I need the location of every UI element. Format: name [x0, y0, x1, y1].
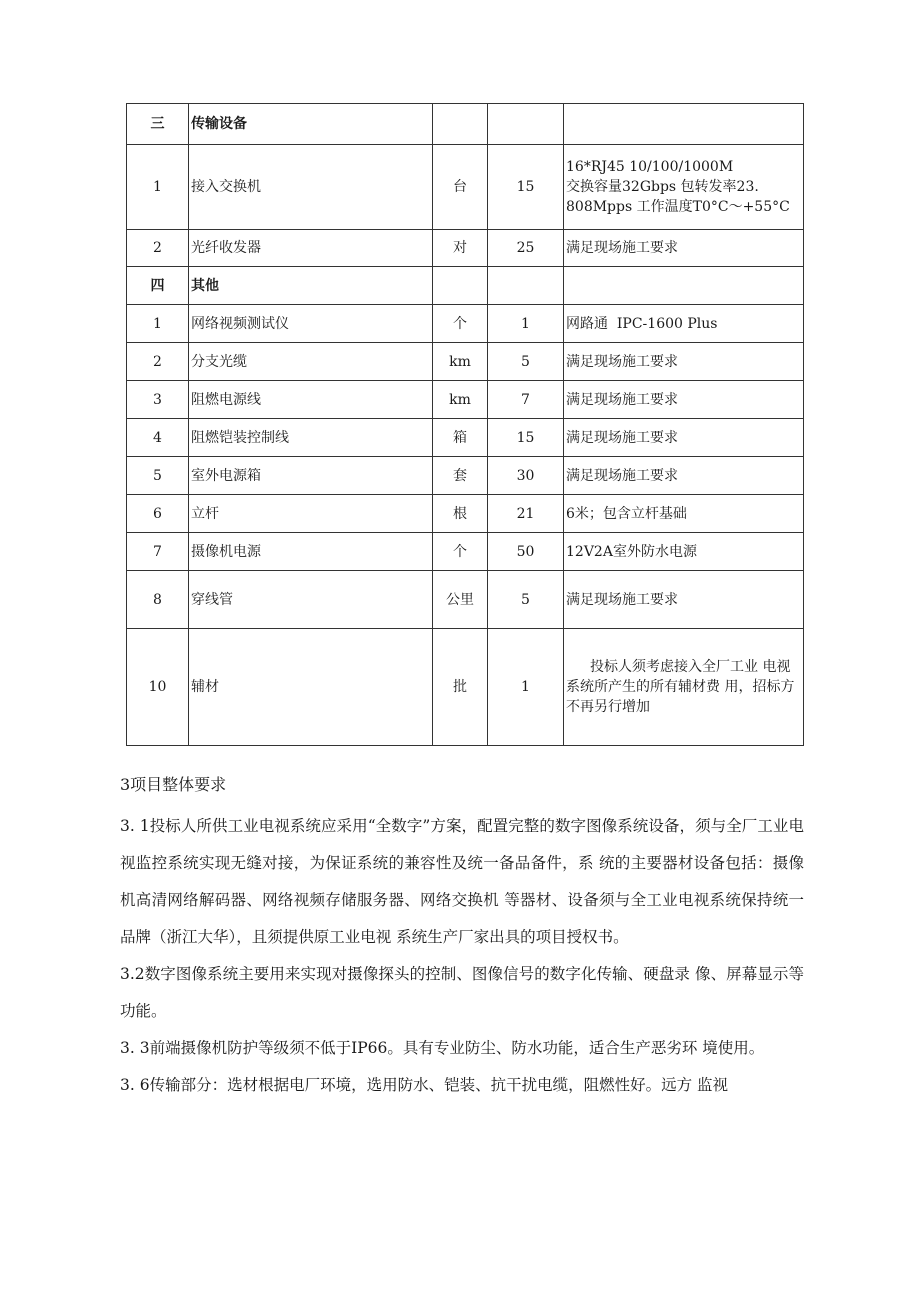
item-spec: [564, 145, 804, 230]
item-unit: 个: [433, 305, 488, 343]
item-spec: 12V2A室外防水电源: [564, 533, 804, 571]
item-name: 其他: [189, 267, 433, 305]
table-row: [127, 267, 804, 305]
item-unit: 根: [433, 495, 488, 533]
item-quantity: 1: [488, 305, 564, 343]
spec-line: 808Mpps 工作温度T0°C～+55°C: [566, 199, 790, 215]
item-quantity: 30: [488, 457, 564, 495]
row-number: 1: [127, 305, 189, 343]
item-quantity: 5: [488, 571, 564, 629]
item-spec: 满足现场施工要求: [564, 419, 804, 457]
item-name: 网络视频测试仪: [189, 305, 433, 343]
item-quantity: 15: [488, 419, 564, 457]
item-quantity: [488, 267, 564, 305]
row-number: 8: [127, 571, 189, 629]
item-unit: 批: [433, 629, 488, 746]
row-number: 1: [127, 145, 189, 230]
item-name: 辅材: [189, 629, 433, 746]
item-name: 阻燃电源线: [189, 381, 433, 419]
row-number: 三: [127, 104, 189, 145]
paragraph: 3.2数字图像系统主要用来实现对摄像探头的控制、图像信号的数字化传输、硬盘录 像、屏幕显示等功能。: [120, 965, 804, 1020]
item-quantity: 50: [488, 533, 564, 571]
row-number: 5: [127, 457, 189, 495]
item-unit: 套: [433, 457, 488, 495]
paragraph: 3. 1投标人所供工业电视系统应采用“全数字”方案，配置完整的数字图像系统设备，须与全厂工业电视监控系统实现无缝对接，为保证系统的兼容性及统一备品备件，系 统的主要器材设备包括：摄像机高清网络解码器、网络视频存储服务器、网络交换机 等器材、设备须与全工业电视系统保持统一品牌（浙江大华），且须提供原工业电视 系统生产厂家出具的项目授权书。: [120, 817, 804, 946]
paragraph: 3. 3前端摄像机防护等级须不低于IP66。具有专业防尘、防水功能，适合生产恶劣环 境使用。: [120, 1039, 765, 1057]
item-unit: 箱: [433, 419, 488, 457]
table-row: [127, 495, 804, 533]
table-row: [127, 145, 804, 230]
item-spec: 满足现场施工要求: [564, 343, 804, 381]
item-name: 光纤收发器: [189, 230, 433, 267]
item-quantity: 1: [488, 629, 564, 746]
table-row: [127, 343, 804, 381]
item-quantity: 5: [488, 343, 564, 381]
table-row: [127, 571, 804, 629]
item-spec: 满足现场施工要求: [564, 457, 804, 495]
table-row: [127, 457, 804, 495]
table-row: [127, 381, 804, 419]
row-number: 4: [127, 419, 189, 457]
spec-line: 16*RJ45 10/100/1000M: [566, 159, 734, 175]
item-spec: [564, 104, 804, 145]
row-number: 6: [127, 495, 189, 533]
item-name: 穿线管: [189, 571, 433, 629]
item-quantity: 15: [488, 145, 564, 230]
item-unit: [433, 104, 488, 145]
table-row: [127, 419, 804, 457]
requirements-body: [120, 808, 804, 1104]
row-number: 四: [127, 267, 189, 305]
section-heading: 3项目整体要求: [120, 775, 227, 794]
item-name: 阻燃铠装控制线: [189, 419, 433, 457]
item-unit: 公里: [433, 571, 488, 629]
item-spec: 6米；包含立杆基础: [564, 495, 804, 533]
row-number: 2: [127, 343, 189, 381]
item-quantity: 21: [488, 495, 564, 533]
item-unit: 个: [433, 533, 488, 571]
item-name: 室外电源箱: [189, 457, 433, 495]
row-number: 2: [127, 230, 189, 267]
table-row: [127, 533, 804, 571]
item-unit: km: [433, 381, 488, 419]
spec-line: 交换容量32Gbps 包转发率23.: [566, 179, 759, 195]
item-name: 分支光缆: [189, 343, 433, 381]
equipment-table: [126, 103, 804, 746]
item-name: 接入交换机: [189, 145, 433, 230]
item-spec: 满足现场施工要求: [564, 381, 804, 419]
item-spec: 满足现场施工要求: [564, 571, 804, 629]
item-unit: km: [433, 343, 488, 381]
row-number: 10: [127, 629, 189, 746]
paragraph: 3. 6传输部分：选材根据电厂环境，选用防水、铠装、抗干扰电缆，阻燃性好。远方 监视: [120, 1076, 729, 1094]
item-name: 立杆: [189, 495, 433, 533]
item-unit: 对: [433, 230, 488, 267]
table-row: [127, 629, 804, 746]
item-unit: [433, 267, 488, 305]
table-row: [127, 104, 804, 145]
item-spec: [564, 267, 804, 305]
spec-text: 投标人须考虑接入全厂工业 电视系统所产生的所有辅材费 用，招标方不再另行增加: [566, 659, 795, 715]
item-quantity: [488, 104, 564, 145]
item-name: 传输设备: [189, 104, 433, 145]
table-row: [127, 230, 804, 267]
item-spec: 网路通 IPC-1600 Plus: [564, 305, 804, 343]
row-number: 7: [127, 533, 189, 571]
row-number: 3: [127, 381, 189, 419]
item-spec: [564, 629, 804, 746]
item-spec: 满足现场施工要求: [564, 230, 804, 267]
item-unit: 台: [433, 145, 488, 230]
item-name: 摄像机电源: [189, 533, 433, 571]
item-quantity: 25: [488, 230, 564, 267]
item-quantity: 7: [488, 381, 564, 419]
table-row: [127, 305, 804, 343]
